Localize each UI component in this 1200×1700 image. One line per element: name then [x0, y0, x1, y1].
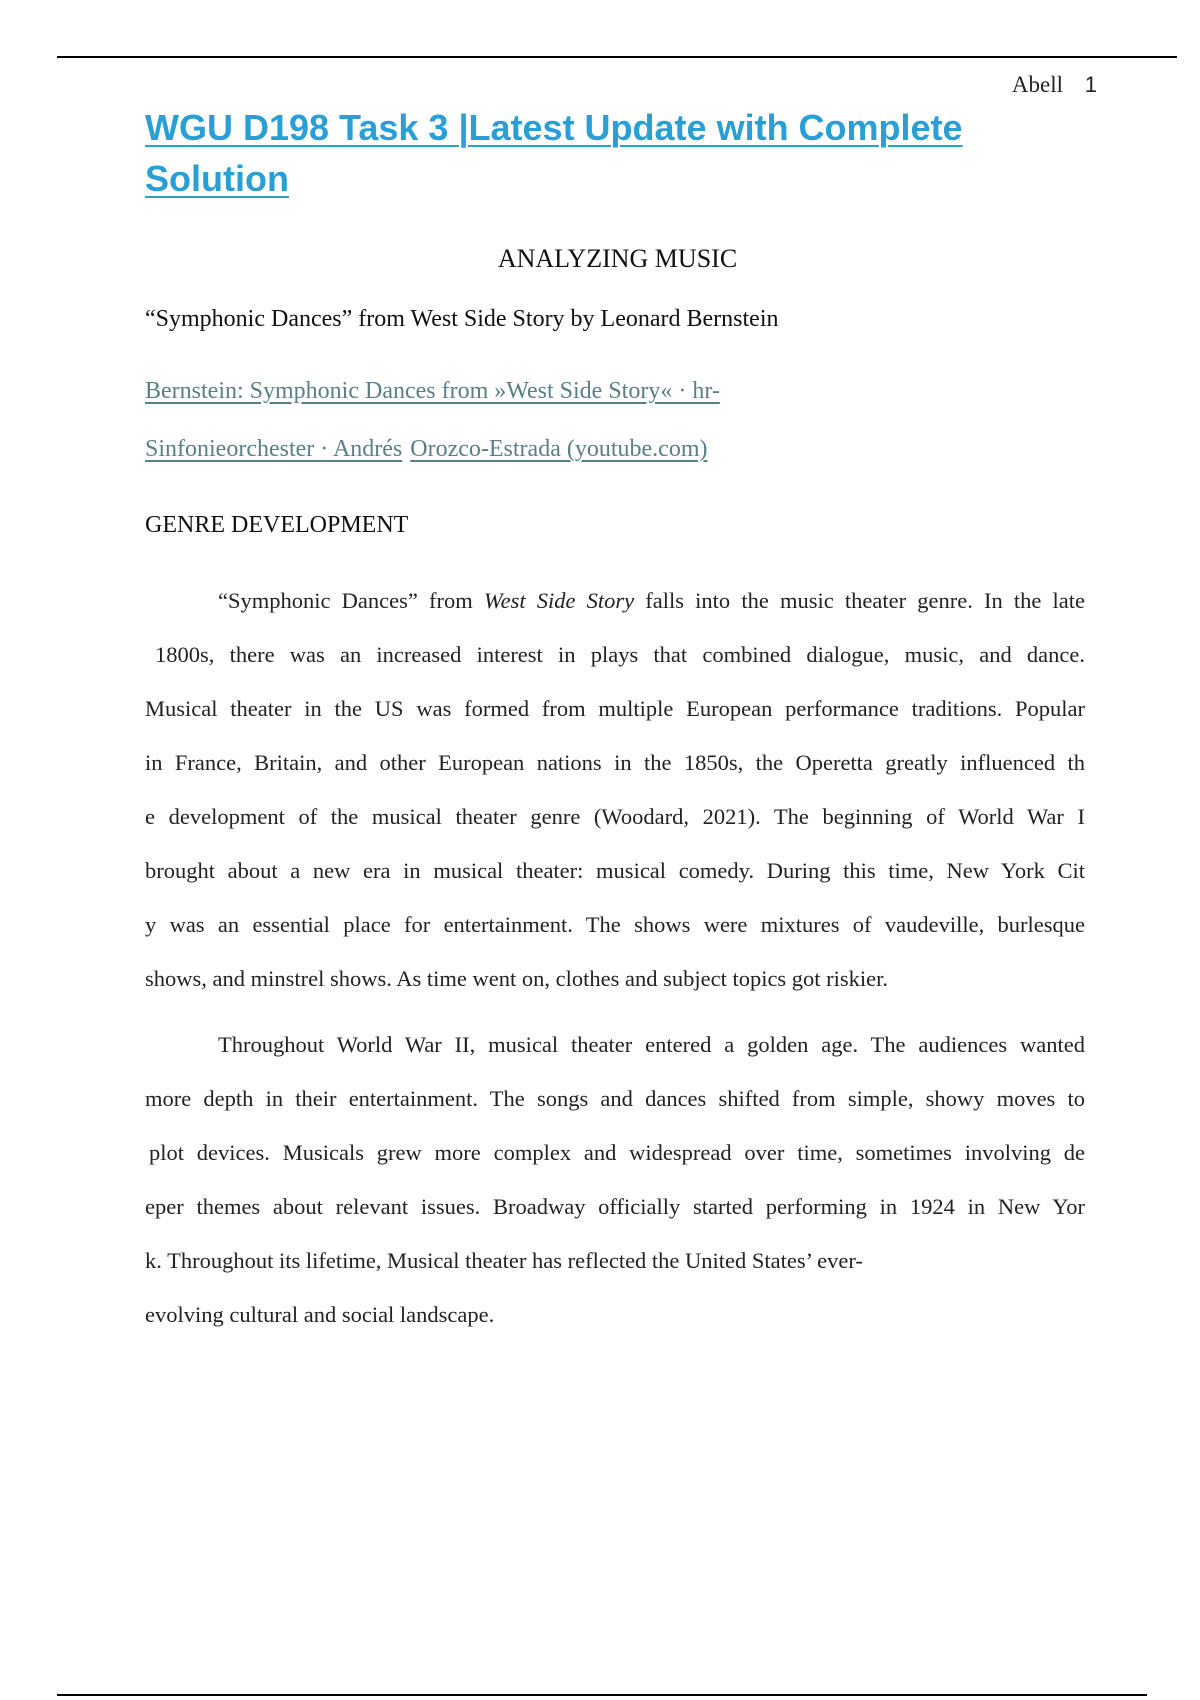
title-line-1[interactable]: WGU D198 Task 3 |Latest Update with Complete [145, 107, 963, 148]
paragraph-line: evolving cultural and social landscape. [145, 1302, 495, 1327]
paragraph-line: brought about a new era in musical theater: musical comedy. During this time, New York Cit [145, 858, 1085, 883]
paragraph-line: more depth in their entertainment. The songs and dances shifted from simple, showy moves to [145, 1086, 1085, 1111]
document-title-link[interactable] [145, 102, 1025, 204]
title-line-2[interactable]: Solution [145, 158, 289, 199]
italic-title: West Side Story [483, 588, 635, 613]
youtube-link-part-b[interactable]: Orozco-Estrada (youtube.com) [410, 436, 708, 462]
paragraph-line: y was an essential place for entertainment. The shows were mixtures of vaudeville, burlesque [145, 912, 1085, 937]
paragraph-line: eper themes about relevant issues. Broadway officially started performing in 1924 in New Yor [145, 1194, 1085, 1219]
paragraph-line: plot devices. Musicals grew more complex and widespread over time, sometimes involving de [149, 1140, 1085, 1165]
youtube-link-line-2[interactable] [145, 436, 707, 463]
paragraph-genre-development-2 [145, 1018, 1085, 1342]
section-heading-genre-development: GENRE DEVELOPMENT [145, 512, 409, 538]
piece-subtitle: “Symphonic Dances” from West Side Story by Leonard Bernstein [145, 306, 779, 332]
main-heading: ANALYZING MUSIC [497, 244, 738, 273]
paragraph-genre-development-1 [145, 574, 1085, 1006]
paragraph-line: shows, and minstrel shows. As time went on, clothes and subject topics got riskier. [145, 966, 889, 991]
paragraph-line: k. Throughout its lifetime, Musical theater has reflected the United States’ ever- [145, 1248, 863, 1273]
page-number: 1 [1084, 72, 1097, 97]
bottom-rule [57, 1694, 1147, 1696]
youtube-link-line-1[interactable]: Bernstein: Symphonic Dances from »West Side Story« · hr- [145, 378, 720, 404]
paragraph-line: e development of the musical theater genre (Woodard, 2021). The beginning of World War I [145, 804, 1085, 829]
youtube-link-part-a[interactable]: Sinfonieorchester · Andrés [145, 436, 403, 462]
paragraph-line: Throughout World War II, musical theater entered a golden age. The audiences wanted [218, 1032, 1085, 1057]
page-header [1012, 72, 1097, 98]
paragraph-line: 1800s, there was an increased interest in plays that combined dialogue, music, and dance. [155, 642, 1085, 667]
top-rule [57, 56, 1177, 58]
paragraph-line: in France, Britain, and other European nations in the 1850s, the Operetta greatly influenced th [145, 750, 1085, 775]
header-author: Abell [1011, 72, 1063, 97]
paragraph-line: Musical theater in the US was formed from multiple European performance traditions. Popular [145, 696, 1085, 721]
paragraph-line: “Symphonic Dances” from West Side Story falls into the music theater genre. In the late [218, 588, 1085, 613]
